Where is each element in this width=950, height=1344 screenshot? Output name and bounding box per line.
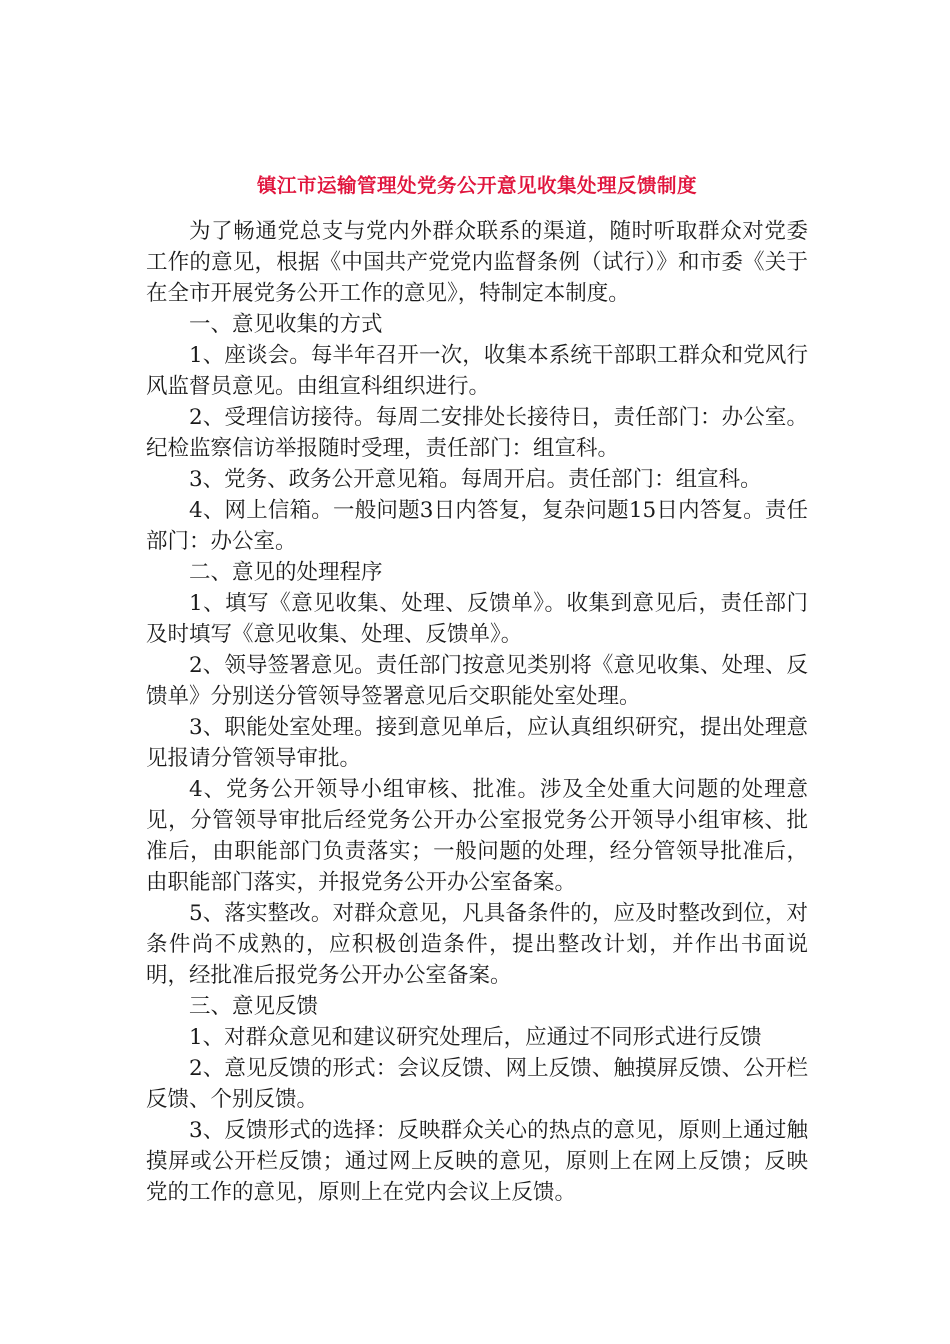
section-heading: 一、意见收集的方式 [189, 312, 383, 337]
section-processing-procedure [146, 557, 808, 991]
intro-paragraph: 为了畅通党总支与党内外群众联系的渠道，随时听取群众对党委工作的意见，根据《中国共产党党内监督条例（试行）》和市委《关于在全市开展党务公开工作的意见》，特制定本制度。 [146, 219, 808, 306]
document-page [146, 170, 808, 1208]
list-item: 5、落实整改。对群众意见，凡具备条件的，应及时整改到位，对条件尚不成熟的，应积极创造条件，提出整改计划，并作出书面说明，经批准后报党务公开办公室备案。 [146, 901, 808, 988]
document-title: 镇江市运输管理处党务公开意见收集处理反馈制度 [256, 174, 697, 197]
list-item: 3、职能处室处理。接到意见单后，应认真组织研究，提出处理意见报请分管领导审批。 [146, 715, 808, 771]
list-item: 2、受理信访接待。每周二安排处长接待日，责任部门：办公室。纪检监察信访举报随时受理，责任部门：组宣科。 [146, 405, 808, 461]
list-item: 3、反馈形式的选择：反映群众关心的热点的意见，原则上通过触摸屏或公开栏反馈；通过网上反映的意见，原则上在网上反馈；反映党的工作的意见，原则上在党内会议上反馈。 [146, 1118, 808, 1205]
list-item: 1、座谈会。每半年召开一次，收集本系统干部职工群众和党风行风监督员意见。由组宣科组织进行。 [146, 343, 808, 399]
list-item: 1、填写《意见收集、处理、反馈单》。收集到意见后，责任部门及时填写《意见收集、处理、反馈单》。 [146, 591, 808, 647]
section-heading: 二、意见的处理程序 [189, 560, 383, 585]
section-heading: 三、意见反馈 [189, 994, 319, 1019]
list-item: 4、党务公开领导小组审核、批准。涉及全处重大问题的处理意见，分管领导审批后经党务公开办公室报党务公开领导小组审核、批准后，由职能部门负责落实；一般问题的处理，经分管领导批准后，由职能部门落实，并报党务公开办公室备案。 [146, 777, 808, 895]
list-item: 1、对群众意见和建议研究处理后，应通过不同形式进行反馈 [189, 1025, 762, 1050]
list-item: 2、意见反馈的形式：会议反馈、网上反馈、触摸屏反馈、公开栏反馈、个别反馈。 [146, 1056, 808, 1112]
list-item: 2、领导签署意见。责任部门按意见类别将《意见收集、处理、反馈单》分别送分管领导签署意见后交职能处室处理。 [146, 653, 808, 709]
section-feedback [146, 991, 808, 1208]
list-item: 3、党务、政务公开意见箱。每周开启。责任部门：组宣科。 [189, 467, 762, 492]
list-item: 4、网上信箱。一般问题3日内答复，复杂问题15日内答复。责任部门：办公室。 [146, 498, 808, 554]
section-collection-methods [146, 309, 808, 557]
